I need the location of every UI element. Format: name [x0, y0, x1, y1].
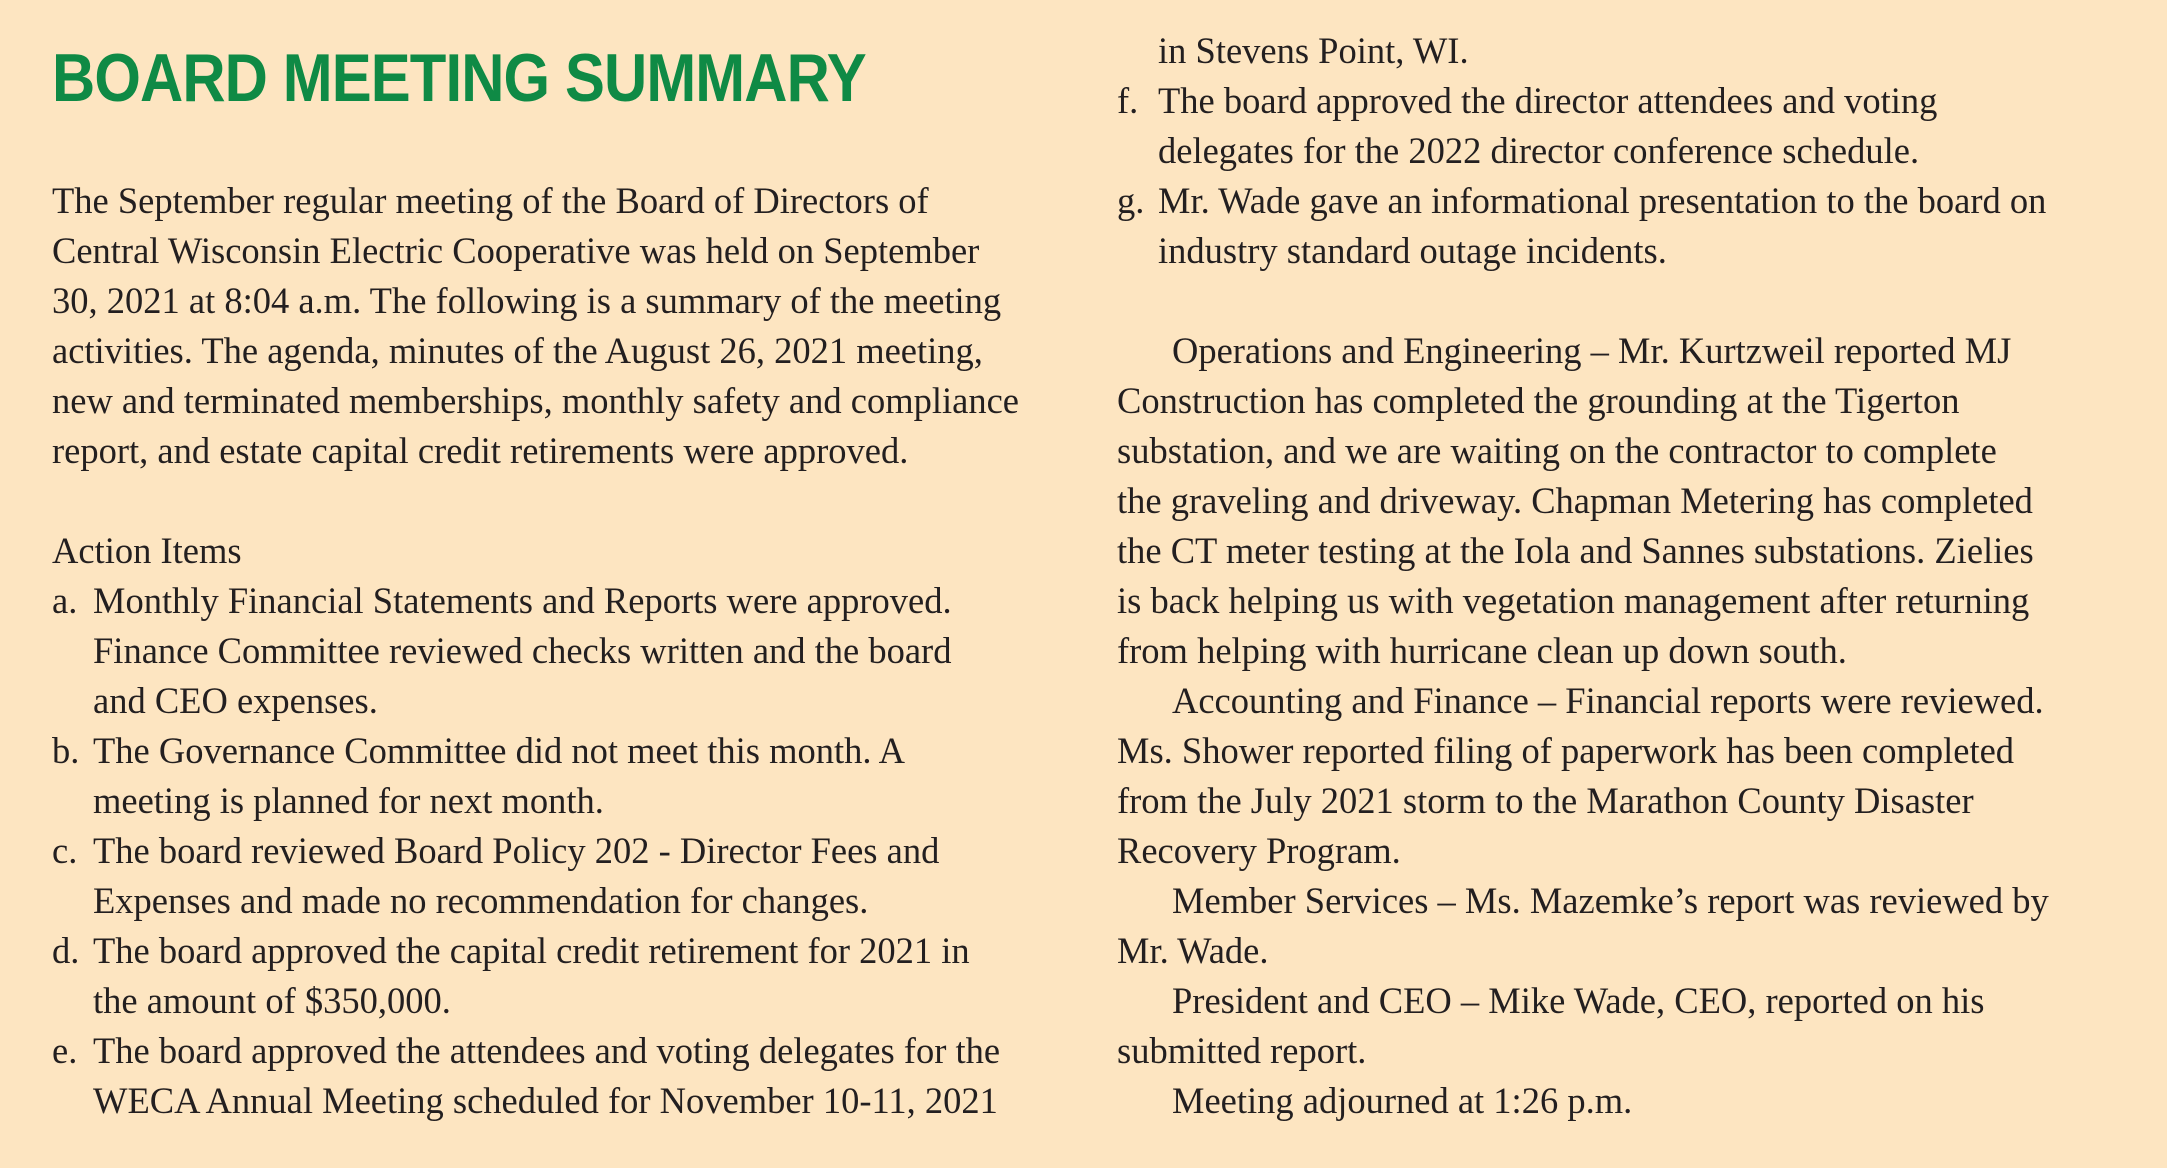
report-line: Construction has completed the grounding at the Tigerton	[1117, 380, 1960, 421]
report-line: is back helping us with vegetation management after returning	[1117, 580, 2030, 621]
list-marker: b.	[52, 730, 80, 771]
list-marker: e.	[52, 1030, 78, 1071]
report-line: Member Services – Ms. Mazemke’s report was reviewed by	[1172, 880, 2049, 921]
action-item-c	[52, 826, 1082, 926]
action-items-list	[52, 576, 1082, 1126]
report-line: Operations and Engineering – Mr. Kurtzweil reported MJ	[1172, 330, 2012, 371]
report-line: Accounting and Finance – Financial reports were reviewed.	[1172, 680, 2044, 721]
intro-line: activities. The agenda, minutes of the August 26, 2021 meeting,	[52, 330, 983, 371]
item-line: Expenses and made no recommendation for changes.	[93, 880, 869, 921]
item-line: meeting is planned for next month.	[93, 780, 604, 821]
item-line: Mr. Wade gave an informational presentation to the board on	[1158, 180, 2047, 221]
report-line: the graveling and driveway. Chapman Metering has completed	[1117, 480, 2033, 521]
action-item-d	[52, 926, 1082, 1026]
intro-paragraph	[52, 176, 1072, 476]
intro-line: new and terminated memberships, monthly safety and compliance	[52, 380, 1019, 421]
report-line: Meeting adjourned at 1:26 p.m.	[1172, 1080, 1633, 1121]
item-line: delegates for the 2022 director conference schedule.	[1158, 130, 1920, 171]
item-line: Finance Committee reviewed checks written and the board	[93, 630, 952, 671]
report-line: Mr. Wade.	[1117, 930, 1269, 971]
item-line: The board approved the capital credit retirement for 2021 in	[93, 930, 970, 971]
report-line: submitted report.	[1117, 1030, 1367, 1071]
action-item-g	[1117, 176, 2147, 276]
report-line: Ms. Shower reported filing of paperwork has been completed	[1117, 730, 2015, 771]
intro-line: The September regular meeting of the Board of Directors of	[52, 180, 929, 221]
item-line: and CEO expenses.	[93, 680, 378, 721]
item-line: The Governance Committee did not meet this month. A	[93, 730, 905, 771]
page-title: BOARD MEETING SUMMARY	[52, 40, 866, 116]
report-line: substation, and we are waiting on the contractor to complete	[1117, 430, 1997, 471]
action-item-e	[52, 1026, 1082, 1126]
item-line: Monthly Financial Statements and Reports were approved.	[93, 580, 952, 621]
item-line: WECA Annual Meeting scheduled for November 10-11, 2021	[93, 1080, 998, 1121]
action-item-e-continuation: in Stevens Point, WI.	[1158, 30, 1469, 71]
list-marker: a.	[52, 580, 78, 621]
item-line: industry standard outage incidents.	[1158, 230, 1667, 271]
action-item-a	[52, 576, 1082, 726]
report-accounting-finance	[1117, 676, 2147, 876]
intro-line: 30, 2021 at 8:04 a.m. The following is a summary of the meeting	[52, 280, 1002, 321]
department-reports	[1117, 326, 2147, 1126]
action-item-f	[1117, 76, 2147, 176]
list-marker: g.	[1117, 180, 1145, 221]
intro-line: report, and estate capital credit retirements were approved.	[52, 430, 909, 471]
list-marker: c.	[52, 830, 78, 871]
report-line: Recovery Program.	[1117, 830, 1401, 871]
list-marker: f.	[1117, 80, 1139, 121]
item-line: The board approved the attendees and voting delegates for the	[93, 1030, 1001, 1071]
report-line: from the July 2021 storm to the Marathon County Disaster	[1117, 780, 1974, 821]
report-line: from helping with hurricane clean up down south.	[1117, 630, 1847, 671]
item-line: The board approved the director attendees and voting	[1158, 80, 1938, 121]
action-item-b	[52, 726, 1082, 826]
item-line: The board reviewed Board Policy 202 - Director Fees and	[93, 830, 940, 871]
item-line: the amount of $350,000.	[93, 980, 451, 1021]
report-line: President and CEO – Mike Wade, CEO, reported on his	[1172, 980, 1985, 1021]
report-line: the CT meter testing at the Iola and Sannes substations. Zielies	[1117, 530, 2034, 571]
report-member-services	[1117, 876, 2147, 976]
list-marker: d.	[52, 930, 80, 971]
action-items-heading: Action Items	[52, 530, 242, 571]
report-operations-engineering	[1117, 326, 2147, 676]
report-president-ceo	[1117, 976, 2147, 1076]
intro-line: Central Wisconsin Electric Cooperative was held on September	[52, 230, 980, 271]
action-items-list-continued	[1117, 26, 2147, 276]
report-adjournment	[1117, 1076, 2147, 1126]
